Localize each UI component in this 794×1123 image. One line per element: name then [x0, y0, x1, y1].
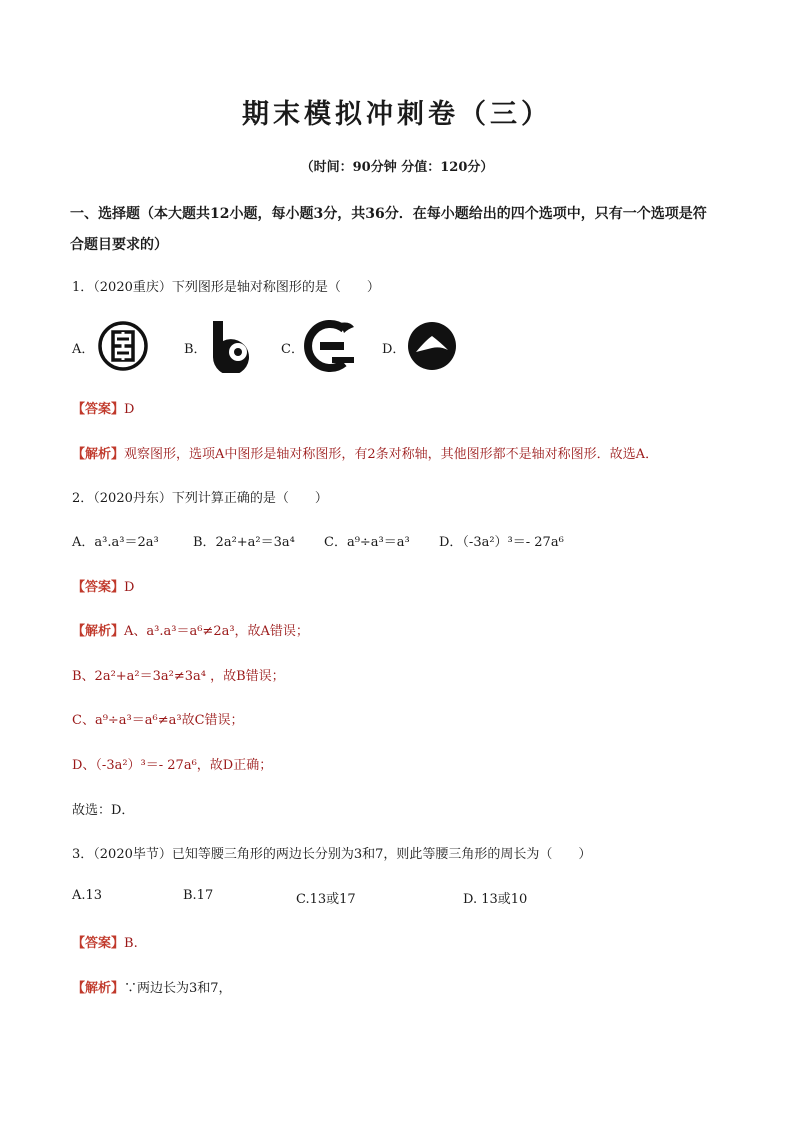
q1-analysis-text: 观察图形，选项A中图形是轴对称图形，有2条对称轴，其他图形都不是轴对称图形．故选A． — [124, 447, 659, 462]
q2-conclusion: 故选：D． — [72, 803, 135, 818]
q2-answer-value: D — [124, 580, 135, 595]
q2-option-b: B．2a²+a²＝3a⁴ — [193, 535, 295, 550]
bank-logo-d-icon — [406, 320, 458, 372]
q2-analysis — [72, 620, 309, 639]
q2-analysis-line-b: B、2a²+a²＝3a²≠3a⁴ ，故B错误； — [72, 669, 285, 684]
bank-logo-c-icon — [302, 319, 360, 373]
answer-tag: 【答案】 — [72, 936, 125, 951]
q1-answer-value: D — [124, 402, 135, 417]
question-2-stem: 2．（2020丹东）下列计算正确的是（ ） — [72, 491, 328, 506]
q1-analysis — [72, 443, 658, 462]
page-title: 期末模拟冲刺卷（三） — [242, 99, 552, 130]
analysis-tag: 【解析】 — [72, 624, 125, 639]
analysis-tag: 【解析】 — [72, 447, 125, 462]
q3-option-d: D. 13或10 — [463, 892, 528, 907]
q1-option-d-label: D． — [382, 342, 406, 357]
q1-option-b-label: B． — [184, 342, 207, 357]
q2-option-a: A．a³.a³＝2a³ — [72, 535, 159, 550]
answer-tag: 【答案】 — [72, 402, 125, 417]
q2-analysis-line-d: D、（-3a²）³＝- 27a⁶，故D正确； — [72, 758, 273, 773]
q2-analysis-line-c: C、a⁹÷a³＝a⁶≠a³故C错误； — [72, 713, 244, 728]
q3-answer-value: B. — [124, 936, 138, 951]
q3-answer — [72, 932, 138, 951]
analysis-tag: 【解析】 — [72, 981, 125, 996]
q1-option-c-label: C． — [281, 342, 304, 357]
q2-analysis-line-a: A、a³.a³＝a⁶≠2a³，故A错误； — [124, 624, 309, 639]
question-3-stem: 3．（2020毕节）已知等腰三角形的两边长分别为3和7，则此等腰三角形的周长为（ ） — [72, 847, 592, 862]
section-heading-line2: 合题目要求的） — [70, 237, 168, 253]
question-1-stem: 1．（2020重庆）下列图形是轴对称图形的是（ ） — [72, 280, 380, 295]
section-heading-line1: 一、选择题（本大题共12小题，每小题3分，共36分．在每小题给出的四个选项中，只有一个选项是符 — [70, 206, 707, 222]
q3-analysis-text: ∵两边长为3和7， — [124, 981, 232, 996]
exam-info: （时间：90分钟 分值：120分） — [300, 160, 494, 175]
q3-option-a: A.13 — [72, 888, 103, 903]
q3-option-c: C.13或17 — [296, 892, 356, 907]
bank-logo-b-icon — [207, 319, 261, 373]
q2-option-d: D．（-3a²）³＝- 27a⁶ — [439, 535, 564, 550]
q3-analysis — [72, 977, 232, 996]
q3-option-b: B.17 — [183, 888, 214, 903]
answer-tag: 【答案】 — [72, 580, 125, 595]
q2-option-c: C．a⁹÷a³＝a³ — [324, 535, 410, 550]
q1-answer — [72, 398, 134, 417]
bank-logo-icbc-icon — [97, 320, 149, 372]
q2-answer — [72, 576, 134, 595]
q1-option-a-label: A． — [72, 342, 95, 357]
